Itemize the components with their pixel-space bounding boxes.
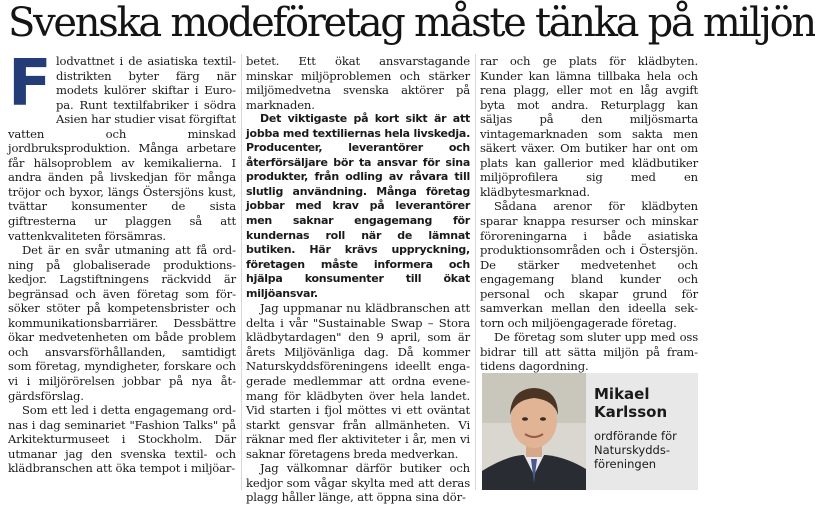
paragraph: rar och ge plats för klädbyten. Kunder kan lämna tillbaka hela och rena plagg, eller mot en låg avgift byta mot andra. Returplagg kan säljas på den miljösmarta vintagemarknaden som sakta men säkert växer. Om butiker har ont om plats kan gallerior med klädbutiker miljöprofilera sig med en klädbytesmarknad. [480,54,698,199]
paragraph: De företag som sluter upp med oss bidrar till att sätta miljön på framtidens dagordning. [480,330,698,374]
author-role: ordförande för Naturskyddsföreningen [594,429,677,471]
column-divider [475,54,476,490]
author-first-name: Mikael [594,385,650,403]
author-last-name: Karlsson [594,403,668,421]
paragraph: Det är en svår utmaning att få ordning på globaliserade produktionskedjor. Lagstiftningens räckvidd är begränsad och även företag som försöker stöter på kompetensbrister och kommunikationsbarriärer. Dessbättre ökar medvetenheten om både problem och ansvarsförhållanden, samtidigt som företag, myndigheter, forskare och vi i miljörörelsen jobbar på nya åtgärdsförslag. [8,243,236,403]
author-box [482,373,698,490]
paragraph: Jag välkomnar därför butiker och kedjor som vågar skylta med att deras plagg håller länge, att öppna sina dör- [246,461,470,505]
paragraph: betet. Ett ökat ansvarstagande minskar miljöproblemen och stärker miljömedvetna svenska aktörer på marknaden. [246,54,470,112]
article-column-3 [480,54,698,374]
column-divider [241,54,242,490]
author-portrait [482,373,586,490]
bold-lead-paragraph: Det viktigaste på kort sikt är att jobba med textiliernas hela livskedja. Producenter, leverantörer och återförsäljare bör ta ansvar för sina produkter, från odling av råvara till slutlig användning. Många företag jobbar med krav på leverantörer men saknar engagemang för kundernas roll när de lämnat butiken. Här krävs uppryckning, företagen måste informera och hjälpa konsumenter till ökat miljöansvar. [246,112,470,300]
paragraph: Sådana arenor för klädbyten sparar knappa resurser och minskar föroreningarna i både asiatiska produktionsområden och i Östersjön. De stärker medvetenhet och engagemang bland kunder och personal och skapar grund för samverkan mellan den ideella sektorn och miljöengagerade företag. [480,199,698,330]
article-column-1 [8,47,236,476]
author-name [594,385,667,421]
paragraph: lodvattnet i de asiatiska textildistrikten byter färg när modets kulörer skiftar i Europa. Runt textilfabriker i södra Asien har studier visat förgiftat vatten och minskad jordbruksproduktion. Många arbetare får hälsoproblem av kemikalierna. I andra änden på livskedjan för många tröjor och byxor, längs Östersjöns kust, tvättar konsumenter de sista giftresterna ur plaggen så att vattenkvaliteten försämras. [8,54,236,243]
paragraph: Som ett led i detta engagemang ordnas i dag seminariet "Fashion Talks" på Arkitekturmuseet i Stockholm. Där utmanar jag den svenska textil- och klädbranschen att öka tempot i miljöar- [8,403,236,476]
drop-cap: F [8,47,52,121]
paragraph: Jag uppmanar nu klädbranschen att delta i vår "Sustainable Swap – Stora klädbytardagen" den 9 april, som är årets Miljövänliga dag. Då kommer Naturskyddsföreningens ideellt engagerade medlemmar att ordna evenemang för klädbyten över hela landet. Vid starten i fjol möttes vi ett oväntat starkt gensvar från allmänheten. Vi räknar med fler aktiviteter i år, men vi saknar företagens breda medverkan. [246,301,470,461]
headline: Svenska modeföretag måste tänka på miljön [8,0,815,46]
article-column-2 [246,54,470,505]
